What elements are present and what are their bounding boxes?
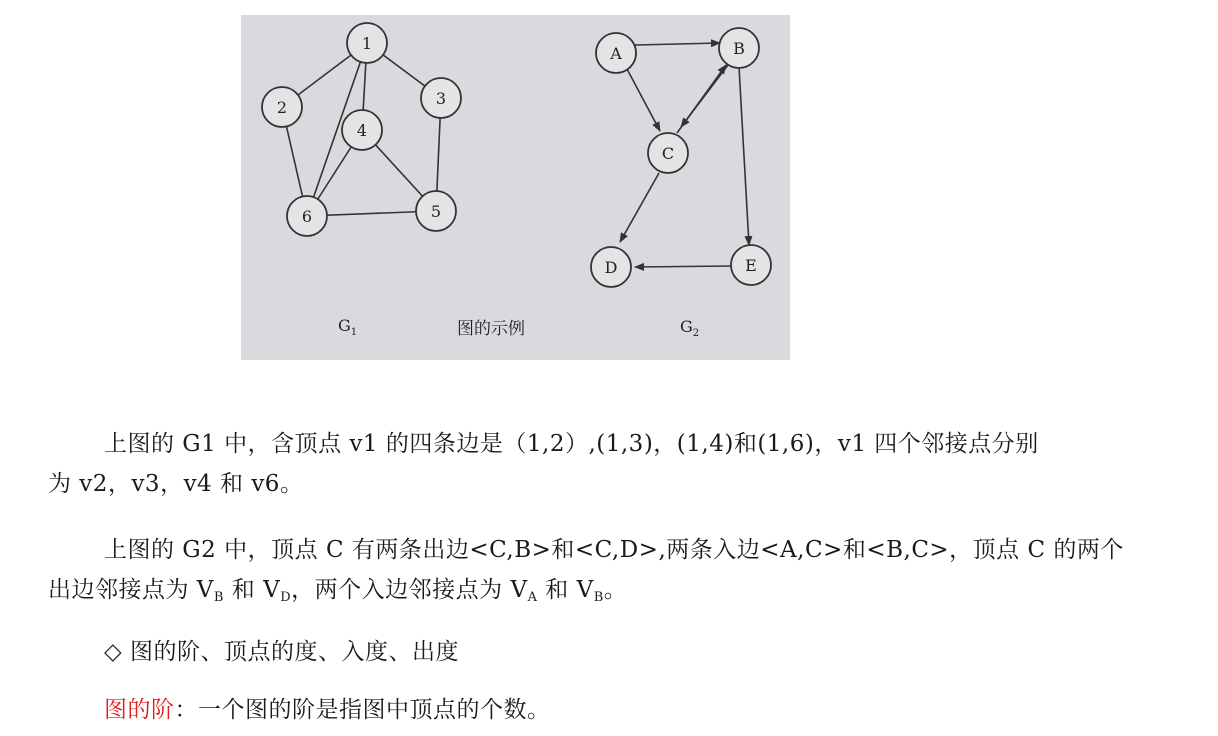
para2-line2-c: ，两个入边邻接点为 V xyxy=(291,577,528,603)
g1-node-2 xyxy=(262,87,302,127)
g1-node-1 xyxy=(347,23,387,63)
subscript-b-2: B xyxy=(593,590,604,605)
svg-text:B: B xyxy=(733,39,745,58)
definition-order xyxy=(48,690,1178,730)
diamond-bullet-icon: ◇ xyxy=(104,639,123,665)
g1-node-4 xyxy=(342,110,382,150)
g2-edge-E-D xyxy=(635,266,731,267)
g1-label: $G_1$ xyxy=(338,316,358,338)
graph-diagram xyxy=(241,15,790,360)
svg-text:D: D xyxy=(604,258,618,277)
svg-text:1: 1 xyxy=(361,34,373,53)
paragraph-g2-edges xyxy=(48,530,1178,618)
paragraph-g1-edges xyxy=(48,424,1178,504)
bullet-text: 图的阶、顶点的度、入度、出度 xyxy=(122,639,460,665)
g1-node-6 xyxy=(287,196,327,236)
g2-node-E xyxy=(731,245,771,285)
svg-text:3: 3 xyxy=(435,89,447,108)
svg-text:A: A xyxy=(610,44,622,63)
subscript-b: B xyxy=(213,590,224,605)
svg-text:C: C xyxy=(661,144,675,163)
svg-text:2: 2 xyxy=(276,98,288,117)
para2-line1: 上图的 G2 中，顶点 C 有两条出边<C,B>和<C,D>,两条入边<A,C>和<B,C>，顶点 C 的两个 xyxy=(104,537,1124,563)
g2-edge-C-D xyxy=(620,173,659,242)
para1-line2: 为 v2，v3，v4 和 v6。 xyxy=(48,471,304,497)
para2-line2-e: 。 xyxy=(603,577,628,603)
para2-line2-a: 出边邻接点为 V xyxy=(48,577,214,603)
g2-node-B xyxy=(719,28,759,68)
g1-node-3 xyxy=(421,78,461,118)
g2-node-A xyxy=(596,33,636,73)
svg-text:4: 4 xyxy=(356,121,368,140)
definition-text: ：一个图的阶是指图中顶点的个数。 xyxy=(174,697,551,723)
g2-edge-B-E xyxy=(739,67,749,245)
para1-line1: 上图的 G1 中，含顶点 v1 的四条边是（1,2）,(1,3)，(1,4)和(1,6)，v1 四个邻接点分别 xyxy=(104,431,1039,457)
g2-edge-A-C xyxy=(627,69,660,131)
figure-caption: 图的示例 xyxy=(457,319,525,339)
g2-node-D xyxy=(591,247,631,287)
g1-node-5 xyxy=(416,191,456,231)
svg-text:E: E xyxy=(745,256,757,275)
g2-edge-A-B xyxy=(635,43,720,45)
svg-text:6: 6 xyxy=(301,207,313,226)
g2-edge-B-C xyxy=(681,61,731,127)
para2-line2-b: 和 V xyxy=(223,577,281,603)
g2-node-C xyxy=(648,133,688,173)
bullet-heading xyxy=(48,632,1178,672)
para2-line2-d: 和 V xyxy=(537,577,594,603)
definition-term: 图的阶 xyxy=(104,697,175,723)
subscript-a: A xyxy=(527,590,538,605)
subscript-d: D xyxy=(280,590,292,605)
svg-text:5: 5 xyxy=(430,202,442,221)
g2-label: $G_2$ xyxy=(680,317,700,339)
graph-example-figure xyxy=(241,15,790,360)
